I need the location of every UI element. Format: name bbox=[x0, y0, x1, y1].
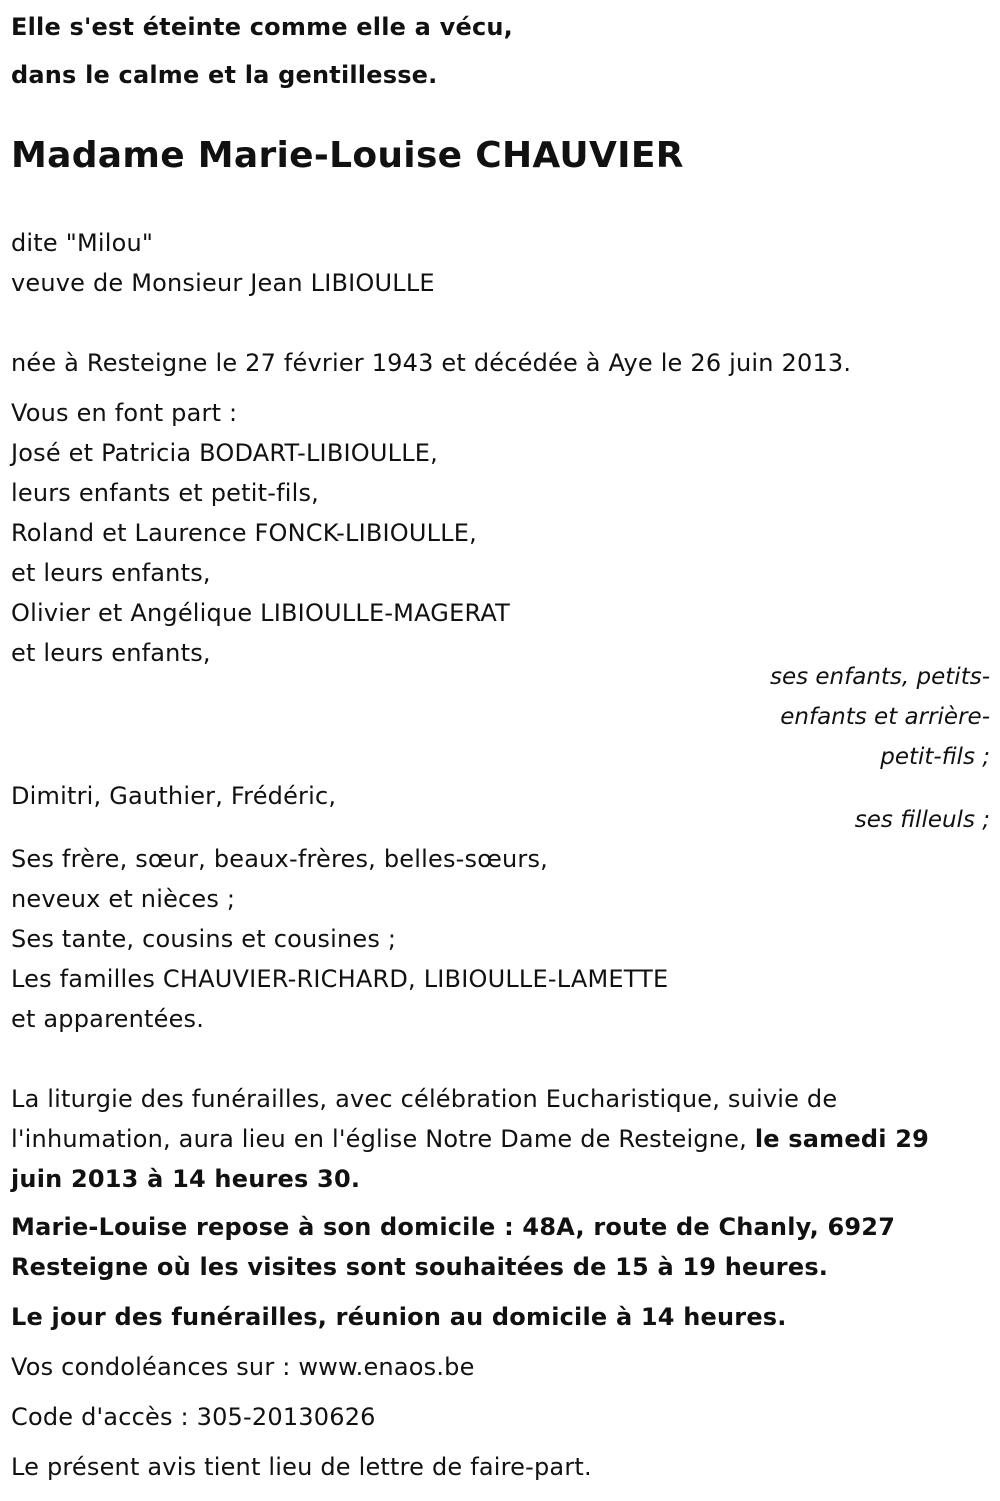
intro-line-1: Elle s'est éteinte comme elle a vécu, bbox=[11, 13, 513, 41]
announcer-line: leurs enfants et petit-fils, bbox=[11, 479, 320, 507]
family-line: Ses tante, cousins et cousines ; bbox=[11, 925, 397, 953]
family-line: et apparentées. bbox=[11, 1005, 205, 1033]
announcer-line: et leurs enfants, bbox=[11, 639, 211, 667]
children-label: enfants et arrière- bbox=[780, 704, 990, 730]
announcer-line: et leurs enfants, bbox=[11, 559, 211, 587]
children-label: petit-fils ; bbox=[880, 744, 990, 770]
announcer-line: Olivier et Angélique LIBIOULLE-MAGERAT bbox=[11, 599, 510, 627]
godchildren: Dimitri, Gauthier, Frédéric, bbox=[11, 782, 337, 810]
announcers-intro: Vous en font part : bbox=[11, 399, 238, 427]
family-line: Ses frère, sœur, beaux-frères, belles-sœurs, bbox=[11, 845, 548, 873]
deceased-name: Madame Marie-Louise CHAUVIER bbox=[11, 135, 684, 176]
ceremony-line-2 bbox=[11, 1124, 929, 1154]
widow-of: veuve de Monsieur Jean LIBIOULLE bbox=[11, 269, 435, 297]
announcer-line: Roland et Laurence FONCK-LIBIOULLE, bbox=[11, 519, 477, 547]
godchildren-label: ses filleuls ; bbox=[854, 807, 990, 833]
ceremony-line-3: juin 2013 à 14 heures 30. bbox=[11, 1165, 361, 1193]
condolences: Vos condoléances sur : www.enaos.be bbox=[11, 1353, 475, 1381]
funeral-day: Le jour des funérailles, réunion au domicile à 14 heures. bbox=[11, 1303, 787, 1331]
repose-line-1: Marie-Louise repose à son domicile : 48A, route de Chanly, 6927 bbox=[11, 1213, 896, 1241]
announcer-line: José et Patricia BODART-LIBIOULLE, bbox=[11, 439, 438, 467]
ceremony-date: le samedi 29 bbox=[754, 1125, 929, 1153]
alias: dite "Milou" bbox=[11, 229, 154, 257]
ceremony-line-1: La liturgie des funérailles, avec célébration Eucharistique, suivie de bbox=[11, 1085, 838, 1113]
notice: Le présent avis tient lieu de lettre de faire-part. bbox=[11, 1453, 592, 1481]
birth-death: née à Resteigne le 27 février 1943 et décédée à Aye le 26 juin 2013. bbox=[11, 349, 852, 377]
ceremony-place: l'inhumation, aura lieu en l'église Notre Dame de Resteigne, bbox=[11, 1125, 755, 1153]
intro-line-2: dans le calme et la gentillesse. bbox=[11, 61, 438, 89]
access-code: Code d'accès : 305-20130626 bbox=[11, 1403, 376, 1431]
children-label: ses enfants, petits- bbox=[769, 664, 990, 690]
repose-line-2: Resteigne où les visites sont souhaitées de 15 à 19 heures. bbox=[11, 1253, 829, 1281]
family-line: Les familles CHAUVIER-RICHARD, LIBIOULLE-LAMETTE bbox=[11, 965, 669, 993]
family-line: neveux et nièces ; bbox=[11, 885, 236, 913]
